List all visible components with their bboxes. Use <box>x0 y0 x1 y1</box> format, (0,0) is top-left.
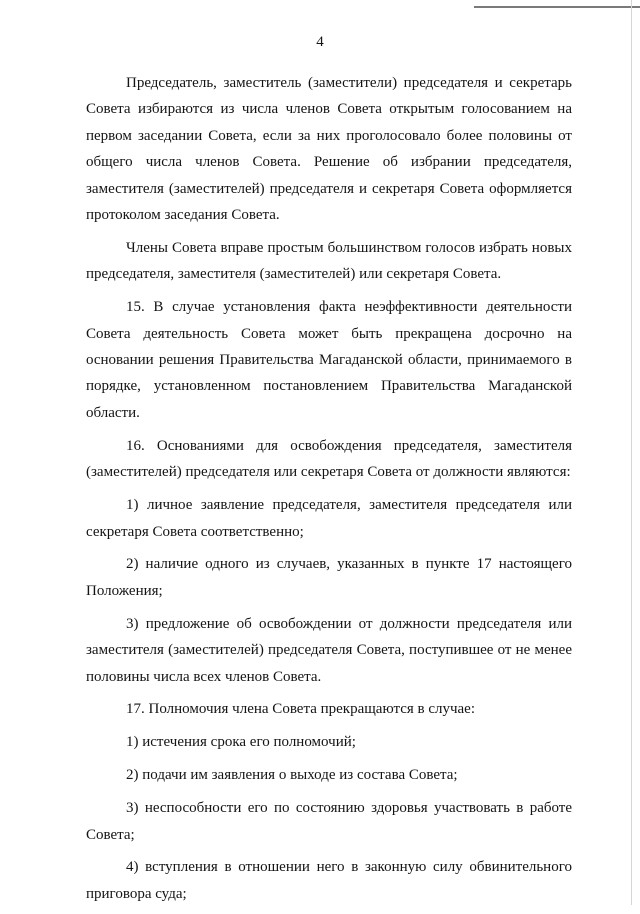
paragraph-reelection: Члены Совета вправе простым большинством голосов избрать новых председателя, заместителя (заместителей) или секретаря Совета. <box>86 239 572 283</box>
scan-edge-line <box>474 6 640 8</box>
paragraph-item-16: 16. Основаниями для освобождения председателя, заместителя (заместителей) председателя или секретаря Совета от должности являются: <box>86 437 572 481</box>
paragraph-item-17-1: 1) истечения срока его полномочий; <box>126 734 356 751</box>
paragraph-item-17-2: 2) подачи им заявления о выходе из состава Совета; <box>126 767 458 784</box>
paragraph-item-16-2: 2) наличие одного из случаев, указанных в пункте 17 настоящего Положения; <box>86 556 572 599</box>
paragraph-item-17-4: 4) вступления в отношении него в законную силу обвинительного приговора суда; <box>86 859 572 902</box>
paragraph-item-17-3: 3) неспособности его по состоянию здоровья участвовать в работе Совета; <box>86 800 572 843</box>
paragraph-item-16-3: 3) предложение об освобождении от должности председателя или заместителя (заместителей) председателя Совета, поступившее от не менее половины числа всех членов Совета. <box>86 615 572 685</box>
paragraph-item-16-1: 1) личное заявление председателя, заместителя председателя или секретаря Совета соответственно; <box>86 497 572 540</box>
paragraph-election: Председатель, заместитель (заместители) председателя и секретарь Совета избираются из числа членов Совета открытым голосованием на первом заседании Совета, если за них проголосовало более половины от общего числа членов Совета. Решение об избрании председателя, заместителя (заместителей) председателя и секретаря Совета оформляется протоколом заседания Совета. <box>86 75 572 224</box>
document-body <box>86 70 572 914</box>
page-number: 4 <box>316 34 324 50</box>
paragraph-item-15: 15. В случае установления факта неэффективности деятельности Совета деятельность Совета может быть прекращена досрочно на основании решения Правительства Магаданской области, принимаемого в порядке, установленном постановлением Правительства Магаданской области. <box>86 299 572 421</box>
paragraph-item-17: 17. Полномочия члена Совета прекращаются в случае: <box>126 701 476 718</box>
scan-edge-line-right <box>631 0 632 905</box>
